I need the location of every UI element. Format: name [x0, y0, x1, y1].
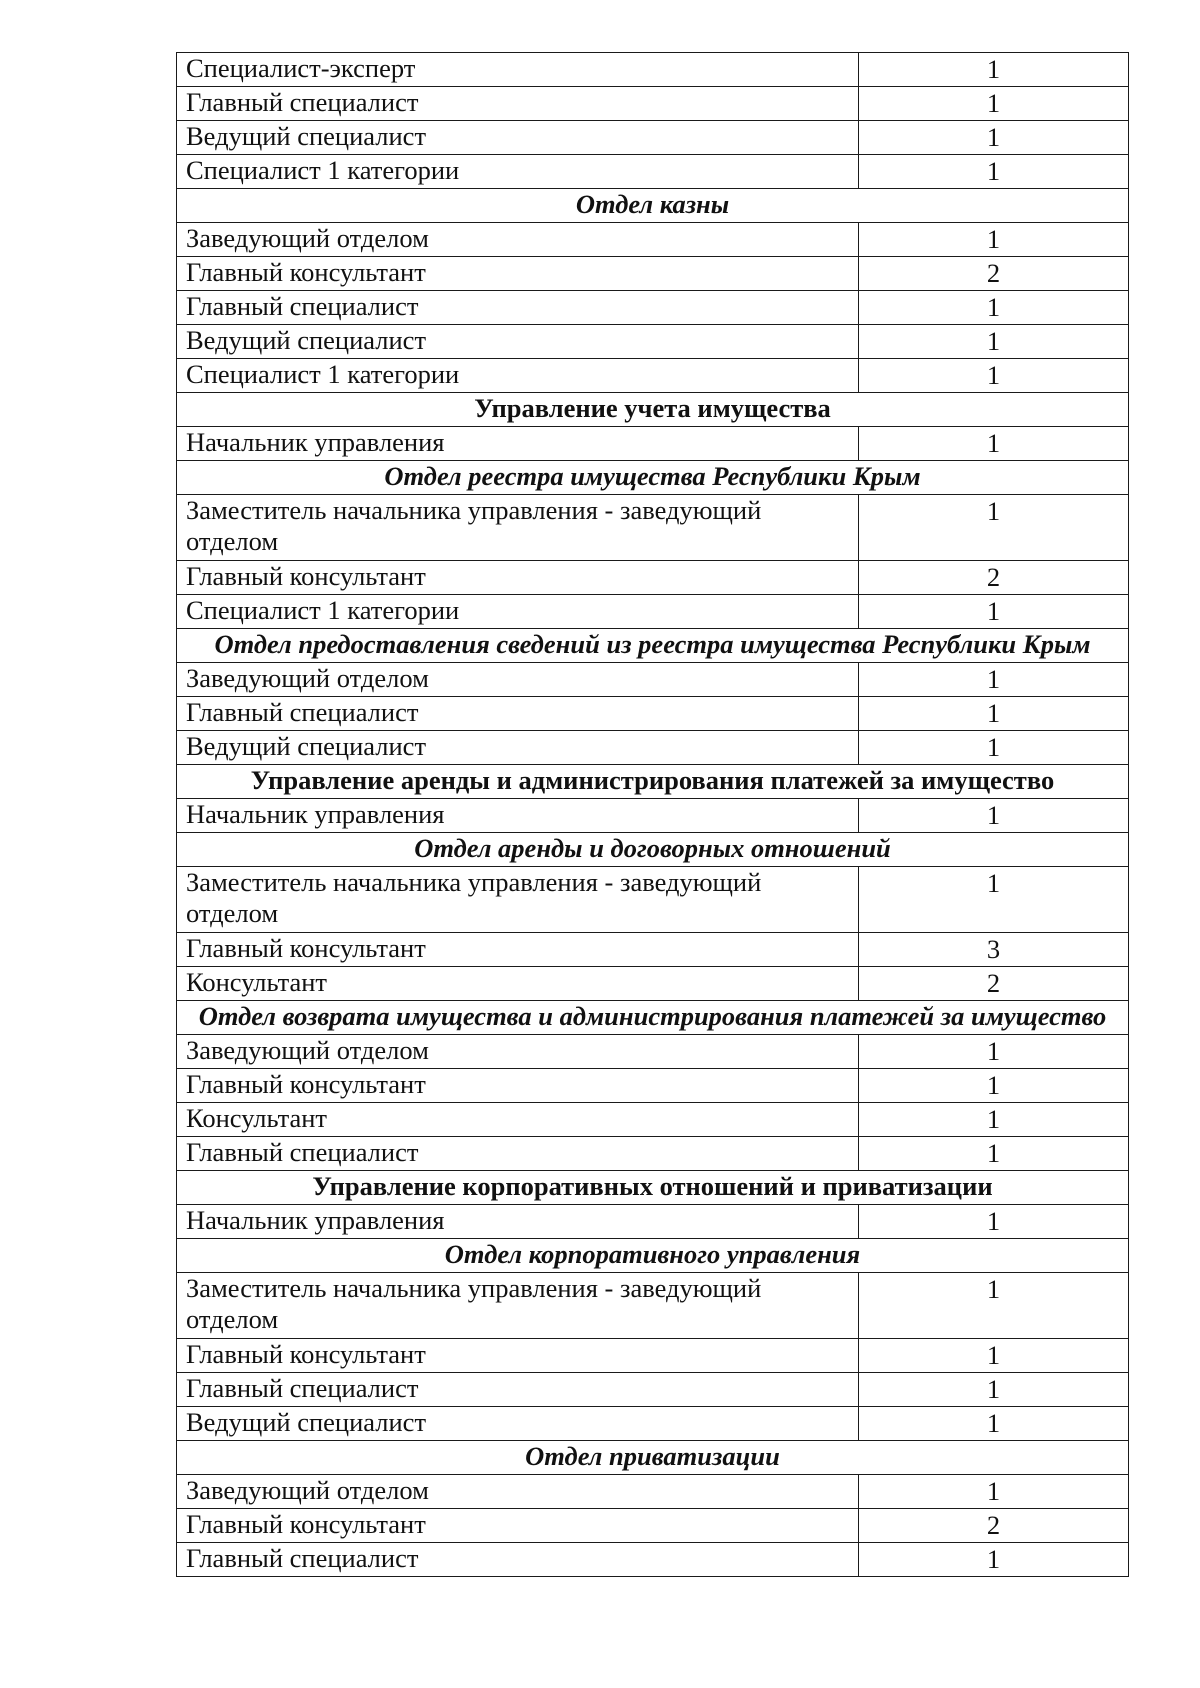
table-row — [177, 291, 1129, 325]
staffing-table-body — [177, 53, 1129, 1577]
table-row — [177, 1205, 1129, 1239]
count-cell: 1 — [859, 291, 1129, 325]
department-header-row — [177, 1441, 1129, 1475]
table-row — [177, 867, 1129, 933]
department-header-row — [177, 189, 1129, 223]
position-cell: Ведущий специалист — [177, 121, 859, 155]
count-cell: 1 — [859, 1273, 1129, 1339]
count-cell: 1 — [859, 697, 1129, 731]
count-cell: 1 — [859, 87, 1129, 121]
position-cell: Главный консультант — [177, 257, 859, 291]
position-cell: Специалист 1 категории — [177, 595, 859, 629]
position-cell: Заведующий отделом — [177, 1475, 859, 1509]
table-row — [177, 1543, 1129, 1577]
count-cell: 1 — [859, 1407, 1129, 1441]
table-row — [177, 1035, 1129, 1069]
count-cell: 1 — [859, 867, 1129, 933]
position-cell: Заместитель начальника управления - заведующий отделом — [177, 495, 859, 561]
department-header-row — [177, 1239, 1129, 1273]
table-row — [177, 223, 1129, 257]
department-title: Отдел реестра имущества Республики Крым — [177, 461, 1129, 495]
position-cell: Начальник управления — [177, 1205, 859, 1239]
position-cell: Консультант — [177, 967, 859, 1001]
department-title: Отдел предоставления сведений из реестра имущества Республики Крым — [177, 629, 1129, 663]
directorate-title: Управление аренды и администрирования платежей за имущество — [177, 765, 1129, 799]
position-cell: Главный консультант — [177, 933, 859, 967]
department-header-row — [177, 1001, 1129, 1035]
count-cell: 1 — [859, 1373, 1129, 1407]
department-title: Отдел казны — [177, 189, 1129, 223]
staffing-table-page — [176, 52, 1128, 1577]
table-row — [177, 595, 1129, 629]
table-row — [177, 359, 1129, 393]
position-cell: Главный специалист — [177, 1373, 859, 1407]
directorate-title: Управление учета имущества — [177, 393, 1129, 427]
table-row — [177, 53, 1129, 87]
position-cell: Ведущий специалист — [177, 325, 859, 359]
position-cell: Специалист-эксперт — [177, 53, 859, 87]
table-row — [177, 663, 1129, 697]
table-row — [177, 87, 1129, 121]
count-cell: 2 — [859, 1509, 1129, 1543]
count-cell: 2 — [859, 257, 1129, 291]
position-cell: Заведующий отделом — [177, 663, 859, 697]
table-row — [177, 325, 1129, 359]
count-cell: 1 — [859, 427, 1129, 461]
table-row — [177, 1137, 1129, 1171]
directorate-header-row — [177, 1171, 1129, 1205]
table-row — [177, 1373, 1129, 1407]
table-row — [177, 1339, 1129, 1373]
table-row — [177, 121, 1129, 155]
position-cell: Заместитель начальника управления - заведующий отделом — [177, 867, 859, 933]
directorate-header-row — [177, 393, 1129, 427]
count-cell: 1 — [859, 799, 1129, 833]
position-cell: Главный консультант — [177, 561, 859, 595]
staffing-table — [176, 52, 1129, 1577]
count-cell: 1 — [859, 663, 1129, 697]
table-row — [177, 155, 1129, 189]
department-header-row — [177, 461, 1129, 495]
directorate-title: Управление корпоративных отношений и приватизации — [177, 1171, 1129, 1205]
count-cell: 1 — [859, 1475, 1129, 1509]
count-cell: 1 — [859, 1205, 1129, 1239]
table-row — [177, 731, 1129, 765]
position-cell: Главный консультант — [177, 1339, 859, 1373]
department-header-row — [177, 629, 1129, 663]
department-title: Отдел аренды и договорных отношений — [177, 833, 1129, 867]
position-cell: Консультант — [177, 1103, 859, 1137]
count-cell: 1 — [859, 1137, 1129, 1171]
department-title: Отдел корпоративного управления — [177, 1239, 1129, 1273]
position-cell: Ведущий специалист — [177, 731, 859, 765]
position-cell: Главный консультант — [177, 1069, 859, 1103]
count-cell: 1 — [859, 223, 1129, 257]
count-cell: 2 — [859, 561, 1129, 595]
table-row — [177, 495, 1129, 561]
count-cell: 1 — [859, 731, 1129, 765]
count-cell: 1 — [859, 1339, 1129, 1373]
count-cell: 1 — [859, 1103, 1129, 1137]
position-cell: Специалист 1 категории — [177, 155, 859, 189]
department-title: Отдел возврата имущества и администрирования платежей за имущество — [177, 1001, 1129, 1035]
position-cell: Заведующий отделом — [177, 223, 859, 257]
position-cell: Начальник управления — [177, 799, 859, 833]
count-cell: 1 — [859, 595, 1129, 629]
count-cell: 1 — [859, 1543, 1129, 1577]
department-header-row — [177, 833, 1129, 867]
department-title: Отдел приватизации — [177, 1441, 1129, 1475]
count-cell: 1 — [859, 495, 1129, 561]
count-cell: 3 — [859, 933, 1129, 967]
count-cell: 1 — [859, 1069, 1129, 1103]
count-cell: 1 — [859, 53, 1129, 87]
position-cell: Заместитель начальника управления - заведующий отделом — [177, 1273, 859, 1339]
table-row — [177, 1069, 1129, 1103]
count-cell: 1 — [859, 121, 1129, 155]
table-row — [177, 427, 1129, 461]
table-row — [177, 799, 1129, 833]
position-cell: Начальник управления — [177, 427, 859, 461]
table-row — [177, 1103, 1129, 1137]
table-row — [177, 1273, 1129, 1339]
table-row — [177, 967, 1129, 1001]
position-cell: Главный консультант — [177, 1509, 859, 1543]
table-row — [177, 1407, 1129, 1441]
table-row — [177, 933, 1129, 967]
directorate-header-row — [177, 765, 1129, 799]
count-cell: 2 — [859, 967, 1129, 1001]
position-cell: Главный специалист — [177, 87, 859, 121]
position-cell: Заведующий отделом — [177, 1035, 859, 1069]
table-row — [177, 1509, 1129, 1543]
position-cell: Ведущий специалист — [177, 1407, 859, 1441]
table-row — [177, 1475, 1129, 1509]
count-cell: 1 — [859, 359, 1129, 393]
position-cell: Главный специалист — [177, 697, 859, 731]
position-cell: Главный специалист — [177, 1543, 859, 1577]
table-row — [177, 257, 1129, 291]
count-cell: 1 — [859, 155, 1129, 189]
table-row — [177, 697, 1129, 731]
position-cell: Главный специалист — [177, 291, 859, 325]
position-cell: Главный специалист — [177, 1137, 859, 1171]
table-row — [177, 561, 1129, 595]
count-cell: 1 — [859, 1035, 1129, 1069]
count-cell: 1 — [859, 325, 1129, 359]
position-cell: Специалист 1 категории — [177, 359, 859, 393]
